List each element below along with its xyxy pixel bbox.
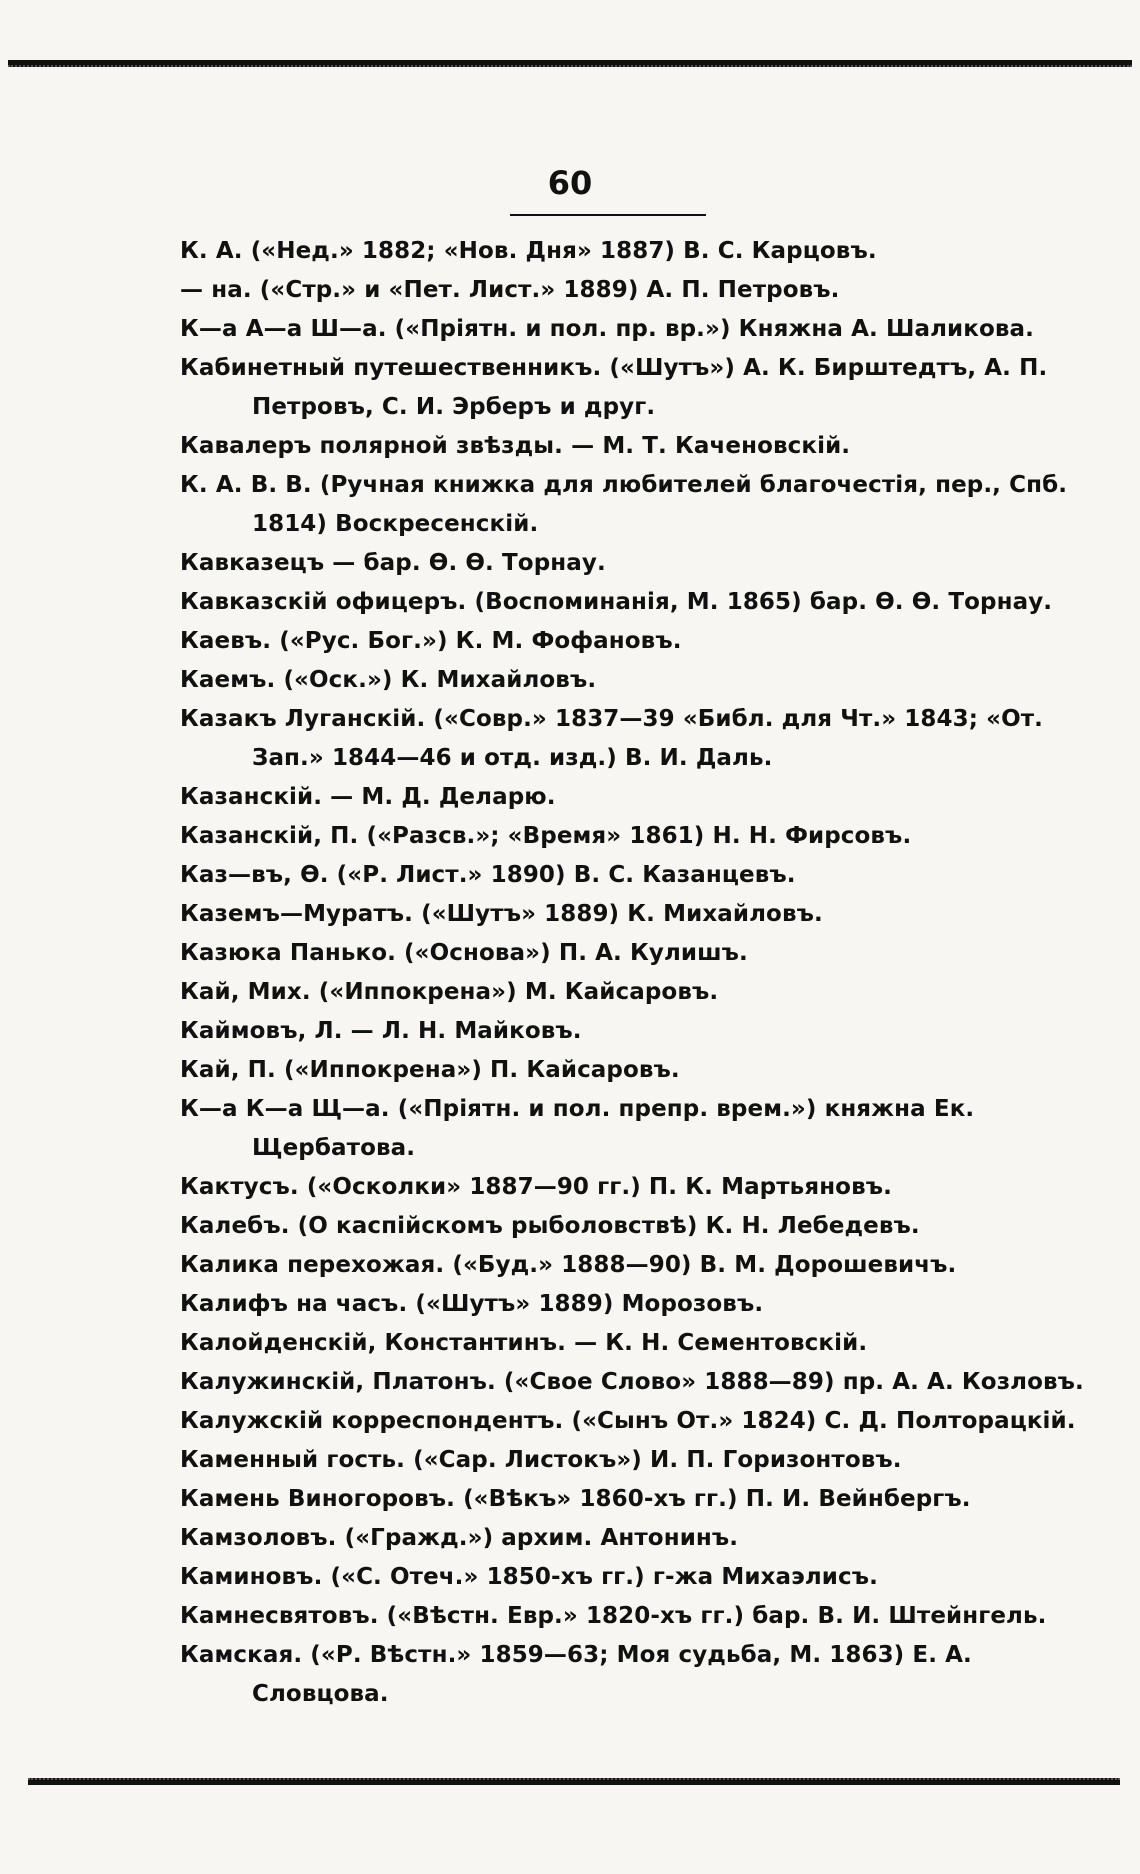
- entry: К. А. В. В. (Ручная книжка для любителей благочестія, пер., Спб. 1814) Воскресенскій.: [180, 472, 1068, 537]
- top-rule: [8, 60, 1132, 67]
- entry: Каземъ—Муратъ. («Шутъ» 1889) К. Михайловъ.: [180, 901, 823, 927]
- entry: — на. («Стр.» и «Пет. Лист.» 1889) А. П. Петровъ.: [180, 277, 840, 303]
- entry-list: [180, 232, 1100, 1714]
- entry: К. А. («Нед.» 1882; «Нов. Дня» 1887) В. С. Карцовъ.: [180, 238, 877, 264]
- entry: Калужскій корреспондентъ. («Сынъ От.» 1824) С. Д. Полторацкій.: [180, 1408, 1076, 1434]
- entry: Калика перехожая. («Буд.» 1888—90) В. М. Дорошевичъ.: [180, 1252, 957, 1278]
- page-number: 60: [547, 164, 593, 202]
- entry: Калужинскій, Платонъ. («Свое Слово» 1888—89) пр. А. А. Козловъ.: [180, 1369, 1084, 1395]
- entry: Камская. («Р. Вѣстн.» 1859—63; Моя судьба, М. 1863) Е. А. Словцова.: [180, 1642, 972, 1707]
- entry: Камень Виногоровъ. («Вѣкъ» 1860-хъ гг.) П. И. Вейнбергъ.: [180, 1486, 971, 1512]
- entry: Казюка Панько. («Основа») П. А. Кулишъ.: [180, 940, 748, 966]
- entry: Каминовъ. («С. Отеч.» 1850-хъ гг.) г-жа Михаэлисъ.: [180, 1564, 878, 1590]
- entry: Кактусъ. («Осколки» 1887—90 гг.) П. К. Мартьяновъ.: [180, 1174, 892, 1200]
- entry: К—а А—а Ш—а. («Пріятн. и пол. пр. вр.») Княжна А. Шаликова.: [180, 316, 1035, 342]
- entry: Кай, П. («Иппокрена») П. Кайсаровъ.: [180, 1057, 680, 1083]
- entry: Камзоловъ. («Гражд.») архим. Антонинъ.: [180, 1525, 739, 1551]
- entry: Каменный гость. («Сар. Листокъ») И. П. Горизонтовъ.: [180, 1447, 902, 1473]
- page-number-underline: [510, 214, 706, 216]
- entry: Калойденскій, Константинъ. — К. Н. Сементовскій.: [180, 1330, 868, 1356]
- entry: Каевъ. («Рус. Бог.») К. М. Фофановъ.: [180, 628, 682, 654]
- entry: Калифъ на часъ. («Шутъ» 1889) Морозовъ.: [180, 1291, 764, 1317]
- entry: Каймовъ, Л. — Л. Н. Майковъ.: [180, 1018, 582, 1044]
- entry: К—а К—а Щ—а. («Пріятн. и пол. препр. врем.») княжна Ек. Щербатова.: [180, 1096, 975, 1161]
- entry: Кавалеръ полярной звѣзды. — М. Т. Каченовскій.: [180, 433, 851, 459]
- entry: Кавказецъ — бар. Ѳ. Ѳ. Торнау.: [180, 550, 606, 576]
- entry: Кавказскій офицеръ. (Воспоминанія, М. 1865) бар. Ѳ. Ѳ. Торнау.: [180, 589, 1053, 615]
- entry: Калебъ. (О каспійскомъ рыболовствѣ) К. Н. Лебедевъ.: [180, 1213, 920, 1239]
- entry: Каз—въ, Ѳ. («Р. Лист.» 1890) В. С. Казанцевъ.: [180, 862, 796, 888]
- entry: Кай, Мих. («Иппокрена») М. Кайсаровъ.: [180, 979, 719, 1005]
- entry: Камнесвятовъ. («Вѣстн. Евр.» 1820-хъ гг.) бар. В. И. Штейнгель.: [180, 1603, 1047, 1629]
- bottom-rule: [28, 1778, 1120, 1785]
- entry: Казанскій, П. («Разсв.»; «Время» 1861) Н. Н. Фирсовъ.: [180, 823, 912, 849]
- entry: Кабинетный путешественникъ. («Шутъ») А. К. Бирштедтъ, А. П. Петровъ, С. И. Эрберъ и друг.: [180, 355, 1048, 420]
- entry: Каемъ. («Оск.») К. Михайловъ.: [180, 667, 597, 693]
- entry: Казакъ Луганскій. («Совр.» 1837—39 «Библ. для Чт.» 1843; «От. Зап.» 1844—46 и отд. изд.) В. И. Даль.: [180, 706, 1043, 771]
- entry: Казанскій. — М. Д. Деларю.: [180, 784, 556, 810]
